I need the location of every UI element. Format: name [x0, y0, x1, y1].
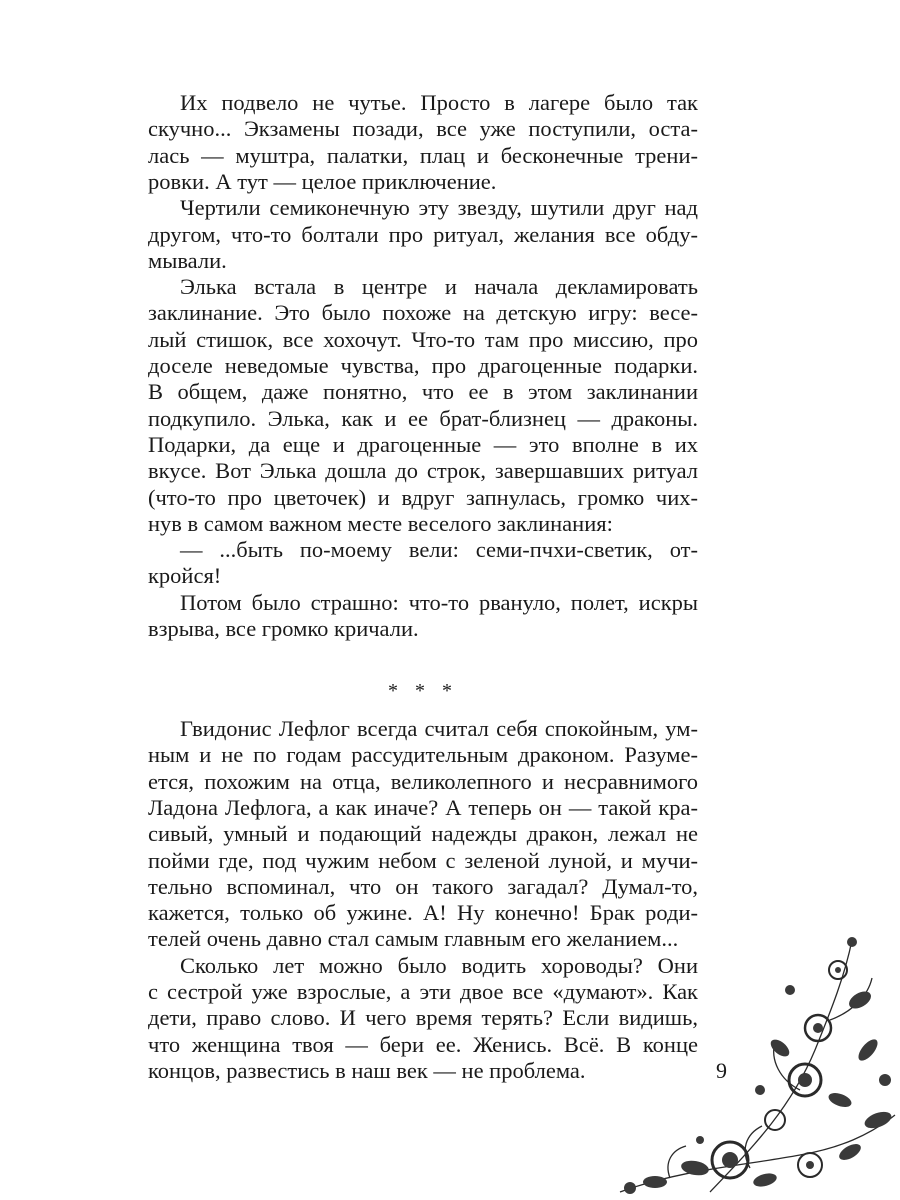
text-line: Ладона Лефлога, а как иначе? А теперь он — такой кра- [148, 794, 698, 820]
text-line: Подарки, да еще и драгоценные — это вполне в их [148, 431, 698, 457]
text-line: телей очень давно стал самым главным его желанием... [148, 926, 679, 952]
text-line: тельно вспоминал, что он такого загадал? Думал-то, [148, 873, 698, 899]
text-line: доселе неведомые чувства, про драгоценные подарки. [148, 353, 698, 378]
text-line: ровки. А тут — целое приключение. [148, 168, 497, 194]
text-line: кройся! [148, 563, 222, 589]
text-line: — ...быть по-моему вели: семи-пчхи-светик, от- [180, 537, 698, 563]
text-line: лый стишок, все хохочут. Что-то там про миссию, про [148, 326, 698, 352]
text-line: В общем, даже понятно, что ее в этом заклинании [148, 379, 698, 405]
text-line: скучно... Экзамены позади, все уже поступили, оста- [148, 116, 698, 142]
text-line: мывали. [148, 247, 227, 273]
text-line: кажется, только об ужине. А! Ну конечно! Брак роди- [148, 900, 698, 926]
text-line: другом, что-то болтали про ритуал, желания все обду- [148, 221, 698, 247]
text-line: концов, развестись в наш век — не проблема. [148, 1057, 586, 1083]
section-separator: * * * [388, 680, 458, 702]
text-line: Их подвело не чутье. Просто в лагере было так [180, 90, 698, 115]
text-line: заклинание. Это было похоже на детскую игру: весе- [148, 300, 698, 326]
text-line: с сестрой уже взрослые, а эти двое все «думают». Как [148, 979, 698, 1004]
text-line: Гвидонис Лефлог всегда считал себя спокойным, ум- [180, 716, 698, 741]
text-line: (что-то про цветочек) и вдруг запнулась, громко чих- [148, 484, 698, 510]
text-line: пойми где, под чужим небом с зеленой луной, и мучи- [148, 847, 698, 873]
page-number: 9 [716, 1058, 727, 1083]
text-line: вкусе. Вот Элька дошла до строк, завершавших ритуал [148, 458, 698, 484]
text-line: нув в самом важном месте веселого заклинания: [148, 510, 613, 536]
text-line: взрыва, все громко кричали. [148, 616, 419, 641]
text-line: ным и не по годам рассудительным драконом. Разуме- [148, 742, 698, 768]
text-line: Сколько лет можно было водить хороводы? Они [180, 952, 698, 978]
text-line: что женщина твоя — бери ее. Женись. Всё. В конце [148, 1031, 698, 1057]
text-line: подкупило. Элька, как и ее брат-близнец — драконы. [148, 405, 698, 431]
text-line: лась — муштра, палатки, плац и бесконечные трени- [148, 142, 698, 168]
text-line: сивый, умный и подающий надежды дракон, лежал не [148, 821, 698, 847]
text-line: ется, похожим на отца, великолепного и несравнимого [148, 768, 698, 794]
text-line: дети, право слово. И чего время терять? Если видишь, [148, 1005, 698, 1031]
text-line: Элька встала в центре и начала декламировать [180, 274, 698, 300]
text-line: Чертили семиконечную эту звезду, шутили друг над [180, 195, 698, 221]
floral-ornament-icon [600, 930, 900, 1200]
text-line: Потом было страшно: что-то рвануло, полет, искры [180, 589, 698, 615]
